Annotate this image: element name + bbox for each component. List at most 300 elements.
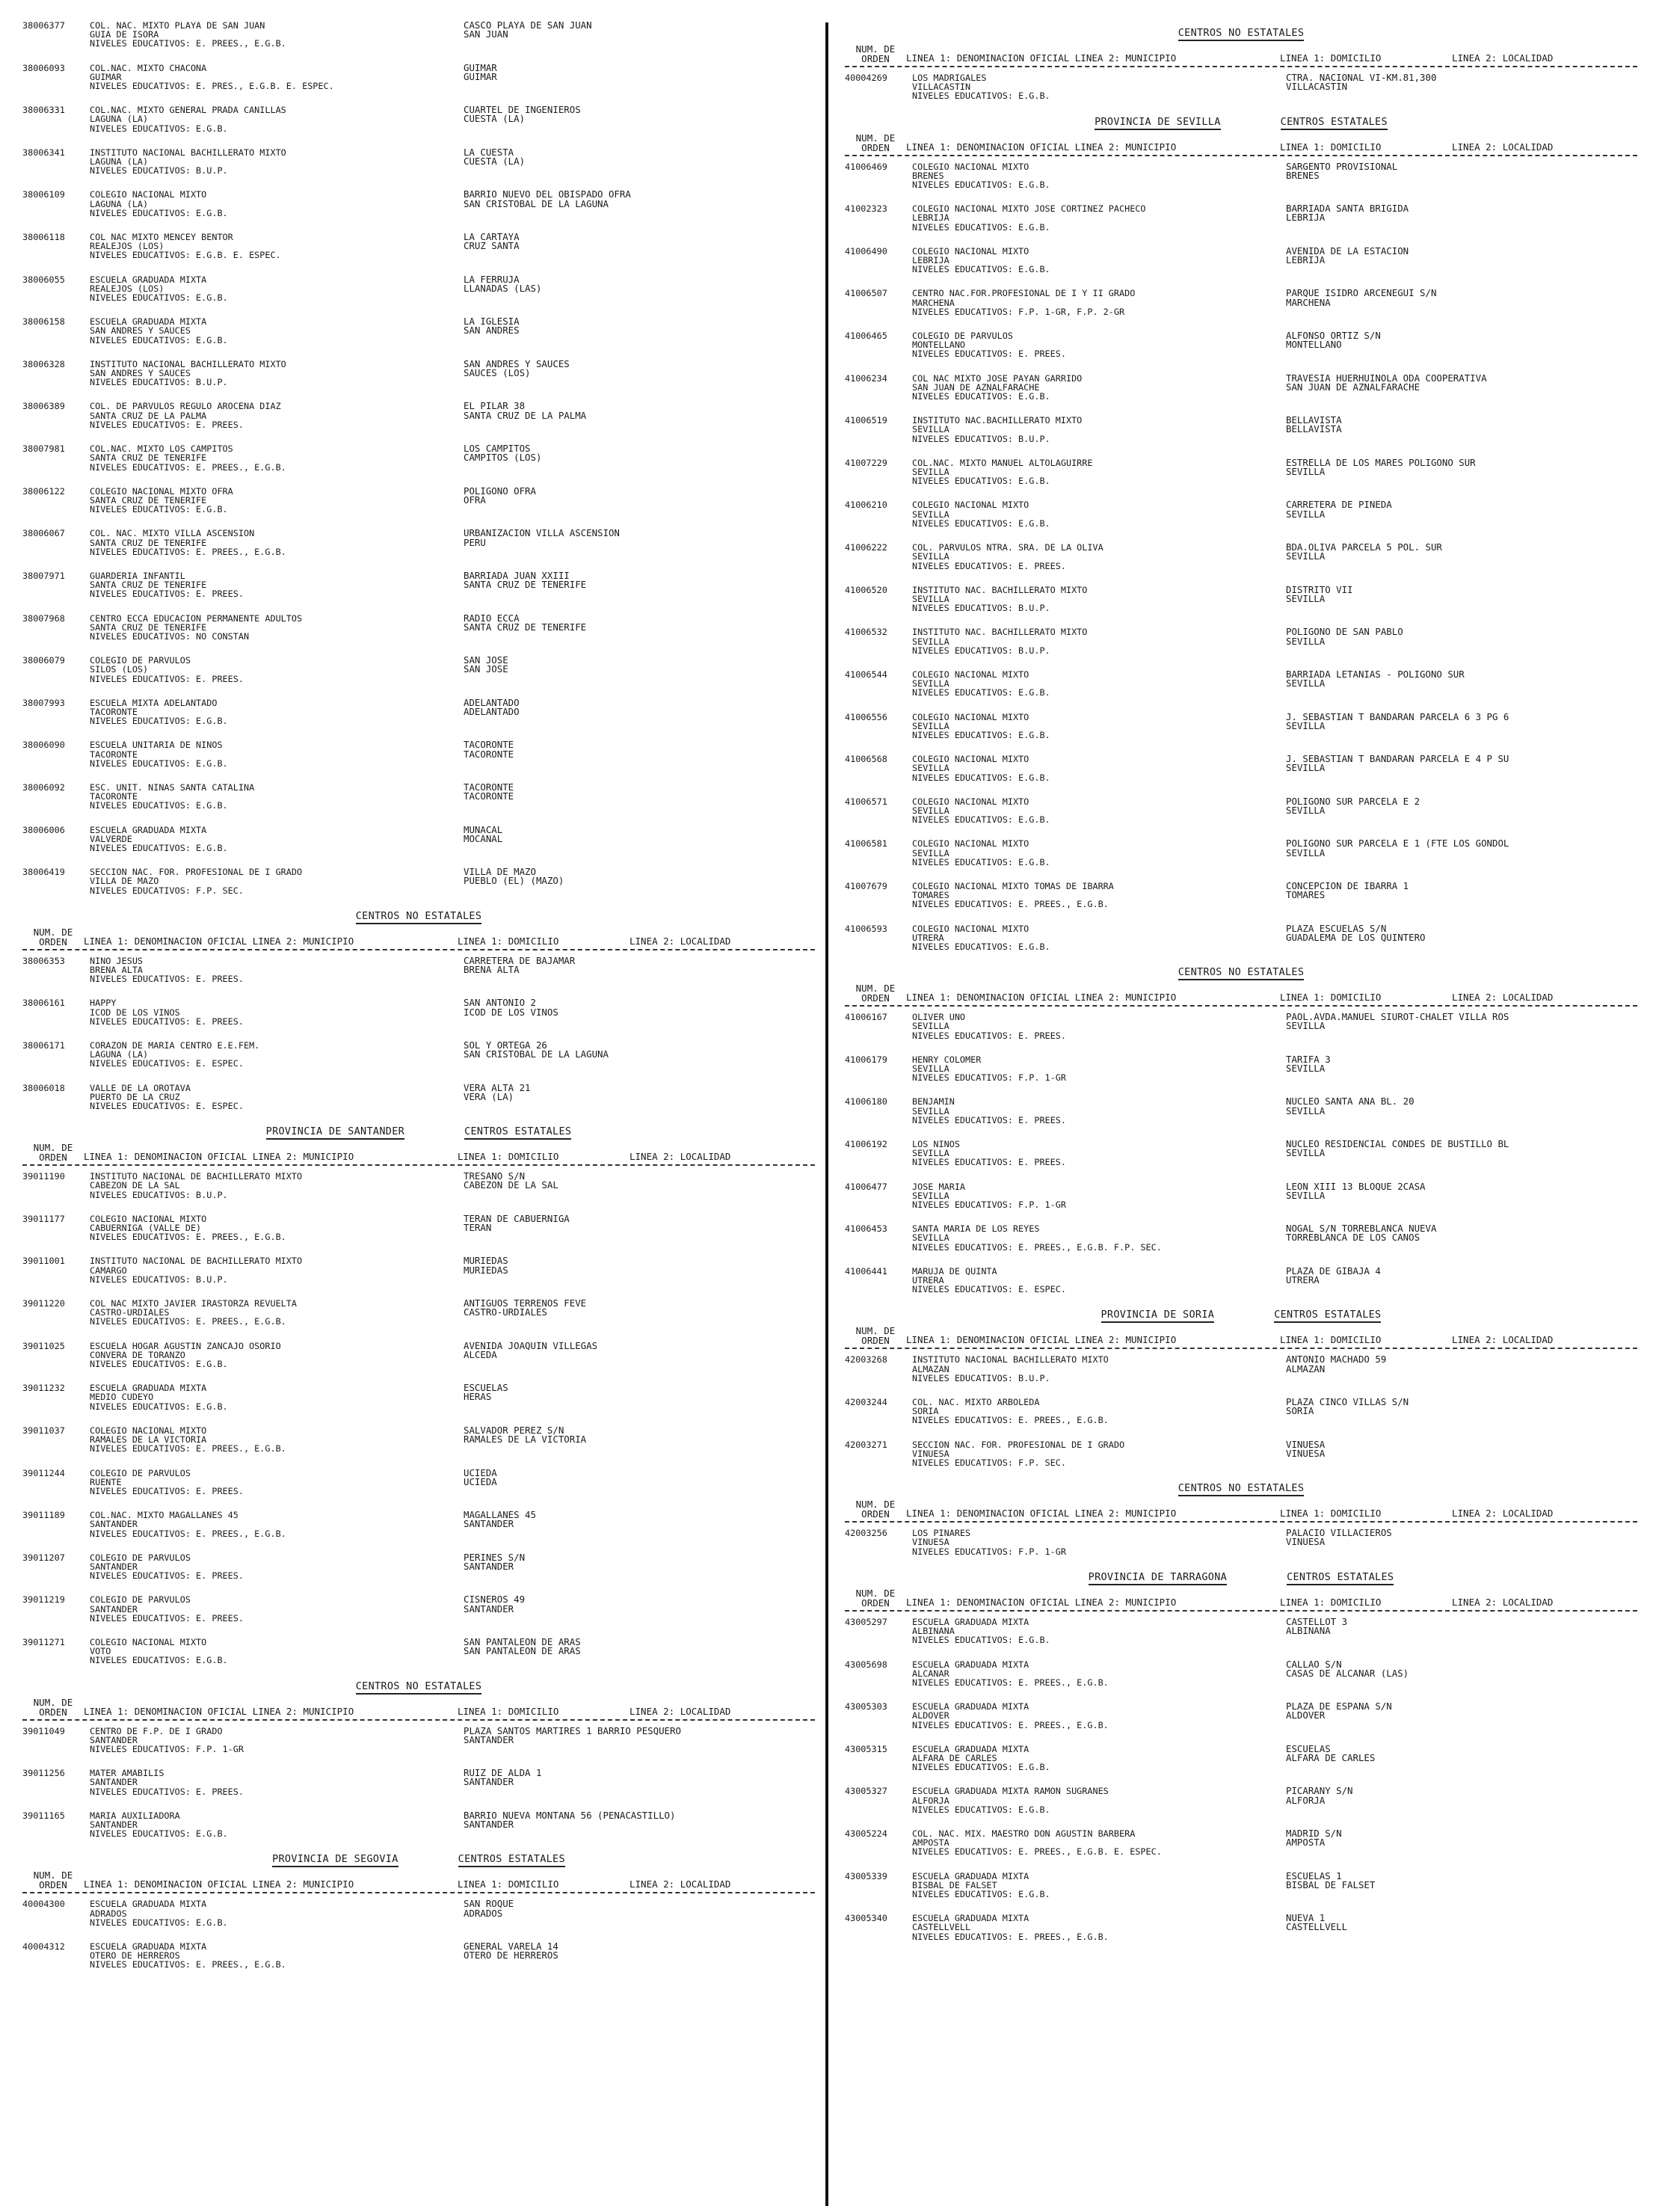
order-number: 38006377: [22, 20, 65, 31]
school-info: [912, 924, 1286, 952]
school-address: [1286, 1914, 1615, 1941]
address-line: PLAZA ESCUELAS S/N: [1286, 924, 1387, 933]
school-name: COLEGIO NACIONAL MIXTO JOSE CORTINEZ PACHECO: [912, 204, 1146, 214]
header-domicilio: LINEA 1: DOMICILIO: [458, 935, 559, 947]
school-entry: [845, 289, 1637, 316]
order-number: 40004312: [22, 1941, 65, 1952]
section-title: [845, 1482, 1637, 1496]
school-address: [1286, 247, 1615, 274]
school-name: CENTRO DE F.P. DE I GRADO: [90, 1726, 223, 1736]
municipality: ALCANAR: [912, 1668, 949, 1678]
school-info: [90, 956, 464, 984]
school-info: [912, 713, 1286, 740]
school-info: [90, 529, 464, 556]
address-line: BARRIO NUEVO DEL OBISPADO OFRA: [464, 190, 631, 200]
address-line: EL PILAR 38: [464, 402, 526, 411]
municipality: GUIA DE ISORA: [90, 30, 159, 40]
municipality: MONTELLANO: [912, 340, 966, 350]
address-line: LOS CAMPITOS: [464, 444, 531, 454]
address-line: SAN PANTALEON DE ARAS: [464, 1637, 581, 1647]
order-number: 41002323: [845, 203, 887, 215]
school-info: [90, 740, 464, 768]
school-name: CORAZON DE MARIA CENTRO E.E.FEM.: [90, 1041, 260, 1051]
school-address: [1286, 331, 1615, 359]
municipality: SEVILLA: [912, 509, 949, 519]
school-name: LOS MADRIGALES: [912, 73, 987, 83]
column-header: [22, 1698, 815, 1721]
locality: TACORONTE: [464, 749, 514, 759]
school-info: [912, 416, 1286, 443]
locality: SAN ANDRES: [464, 326, 520, 336]
header-localidad: LINEA 2: LOCALIDAD: [1452, 1508, 1554, 1520]
school-name: SECCION NAC. FOR. PROFESIONAL DE I GRADO: [912, 1440, 1125, 1449]
order-number: 39011220: [22, 1298, 65, 1309]
education-levels: NIVELES EDUCATIVOS: E. PREES.: [912, 561, 1066, 571]
header-num-orden: NUM. DE ORDEN: [855, 132, 896, 153]
header-domicilio: LINEA 1: DOMICILIO: [458, 1705, 559, 1717]
municipality: SEVILLA: [912, 805, 949, 816]
order-number: 38006018: [22, 1082, 65, 1093]
school-address: [1286, 627, 1615, 655]
address-line: BDA.OLIVA PARCELA 5 POL. SUR: [1286, 543, 1442, 553]
locality: BRENA ALTA: [464, 965, 520, 975]
school-entry: [845, 543, 1637, 571]
municipality: BRENES: [912, 170, 944, 181]
school-entry: [845, 1914, 1637, 1941]
school-address: [464, 1299, 792, 1327]
municipality: VILLACASTIN: [912, 82, 971, 92]
locality: MOCANAL: [464, 834, 503, 844]
locality: SANTANDER: [464, 1819, 514, 1830]
address-line: RADIO ECCA: [464, 613, 520, 623]
municipality: TACORONTE: [90, 749, 138, 759]
province-title: PROVINCIA DE SANTANDER: [266, 1125, 404, 1140]
school-info: [912, 1745, 1286, 1772]
header-denominacion: LINEA 1: DENOMINACION OFICIAL LINEA 2: MUNICIPIO: [906, 1596, 1177, 1608]
school-info: [90, 698, 464, 726]
school-address: [464, 1256, 792, 1284]
school-entry: [22, 698, 815, 726]
school-info: [912, 331, 1286, 359]
school-address: [464, 1041, 792, 1069]
municipality: SEVILLA: [912, 1149, 949, 1158]
school-name: COLEGIO DE PARVULOS: [90, 656, 191, 666]
school-info: [912, 1140, 1286, 1167]
school-name: INSTITUTO NACIONAL DE BACHILLERATO MIXTO: [90, 1172, 303, 1182]
municipality: LAGUNA (LA): [90, 157, 149, 167]
education-levels: NIVELES EDUCATIVOS: E.G.B.: [90, 843, 228, 853]
address-line: ESCUELAS: [464, 1383, 508, 1393]
school-info: [912, 289, 1286, 316]
school-address: [1286, 1140, 1615, 1167]
locality: SANTA CRUZ DE LA PALMA: [464, 411, 587, 420]
order-number: 39011001: [22, 1256, 65, 1267]
locality: SORIA: [1286, 1407, 1314, 1416]
school-info: [912, 670, 1286, 698]
column-header: [845, 133, 1637, 156]
order-number: 43005297: [845, 1616, 887, 1627]
order-number: 39011244: [22, 1467, 65, 1478]
school-entry: [22, 614, 815, 642]
address-line: BELLAVISTA: [1286, 416, 1342, 425]
school-address: [1286, 755, 1615, 782]
address-line: TACORONTE: [464, 782, 514, 793]
header-domicilio: LINEA 1: DOMICILIO: [458, 1878, 559, 1890]
school-entry: [22, 1811, 815, 1839]
school-address: [464, 571, 792, 599]
center-type-title: CENTROS NO ESTATALES: [1178, 1482, 1305, 1496]
school-name: COLEGIO DE PARVULOS: [90, 1468, 191, 1478]
school-entry: [22, 1638, 815, 1665]
school-info: [90, 64, 464, 91]
order-number: 42003256: [845, 1528, 887, 1539]
header-denominacion: LINEA 1: DENOMINACION OFICIAL LINEA 2: MUNICIPIO: [906, 1334, 1177, 1346]
education-levels: NIVELES EDUCATIVOS: F.P. 1-GR, F.P. 2-GR: [912, 307, 1125, 317]
address-line: ESCUELAS: [1286, 1744, 1331, 1754]
education-levels: NIVELES EDUCATIVOS: E.G.B.: [912, 857, 1050, 867]
municipality: CASTRO-URDIALES: [90, 1308, 170, 1318]
school-address: [1286, 204, 1615, 232]
school-name: COLEGIO NACIONAL MIXTO: [912, 669, 1029, 680]
school-name: MATER AMABILIS: [90, 1769, 164, 1778]
order-number: 41006441: [845, 1265, 887, 1276]
school-entry: [845, 797, 1637, 825]
education-levels: NIVELES EDUCATIVOS: E.G.B.: [912, 518, 1050, 529]
school-entry: [845, 1097, 1637, 1125]
education-levels: NIVELES EDUCATIVOS: E. PREES.: [90, 589, 244, 599]
municipality: OTERO DE HERREROS: [90, 1951, 180, 1961]
school-name: COL NAC MIXTO JAVIER IRASTORZA REVUELTA: [90, 1299, 297, 1309]
education-levels: NIVELES EDUCATIVOS: E.G.B.: [912, 772, 1050, 782]
order-number: 41006179: [845, 1054, 887, 1065]
address-line: NUCLEO RESIDENCIAL CONDES DE BUSTILLO BL: [1286, 1140, 1509, 1149]
address-line: POLIGONO SUR PARCELA E 2: [1286, 796, 1420, 806]
municipality: TOMARES: [912, 891, 949, 900]
school-name: ESC. UNIT. NINAS SANTA CATALINA: [90, 782, 255, 793]
school-address: [464, 360, 792, 387]
locality: CABEZON DE LA SAL: [464, 1181, 558, 1191]
province-title: PROVINCIA DE SORIA: [1101, 1309, 1215, 1323]
school-address: [1286, 924, 1615, 952]
municipality: SANTA CRUZ DE TENERIFE: [90, 495, 207, 506]
header-denominacion: LINEA 1: DENOMINACION OFICIAL LINEA 2: MUNICIPIO: [906, 52, 1177, 64]
order-number: 38006093: [22, 62, 65, 73]
address-line: PICARANY S/N: [1286, 1787, 1353, 1796]
school-name: ESCUELA UNITARIA DE NINOS: [90, 740, 223, 750]
school-address: [1286, 543, 1615, 571]
education-levels: NIVELES EDUCATIVOS: E. PRES., E.G.B. E. ESPEC.: [90, 82, 334, 91]
locality: SEVILLA: [1286, 848, 1326, 858]
address-line: LA CUESTA: [464, 147, 514, 158]
education-levels: NIVELES EDUCATIVOS: E.G.B.: [912, 392, 1050, 402]
header-num-orden: NUM. DE ORDEN: [33, 1142, 73, 1164]
school-name: ESCUELA GRADUADA MIXTA: [912, 1702, 1029, 1712]
address-line: TARIFA 3: [1286, 1054, 1331, 1064]
school-name: ESCUELA GRADUADA MIXTA: [912, 1617, 1029, 1627]
municipality: PUERTO DE LA CRUZ: [90, 1092, 180, 1102]
school-name: COLEGIO NACIONAL MIXTO: [90, 190, 207, 200]
header-domicilio: LINEA 1: DOMICILIO: [1280, 1508, 1382, 1520]
address-line: SAN ANDRES Y SAUCES: [464, 359, 570, 369]
school-info: [912, 1529, 1286, 1556]
school-address: [1286, 586, 1615, 613]
school-info: [90, 656, 464, 683]
locality: VERA (LA): [464, 1092, 514, 1102]
address-line: CONCEPCION DE IBARRA 1: [1286, 881, 1409, 891]
municipality: SEVILLA: [912, 721, 949, 731]
order-number: 39011177: [22, 1213, 65, 1224]
school-info: [90, 190, 464, 218]
education-levels: NIVELES EDUCATIVOS: E.G.B.: [912, 941, 1050, 952]
locality: MARCHENA: [1286, 298, 1331, 307]
municipality: SANTANDER: [90, 1735, 138, 1745]
order-number: 42003268: [845, 1354, 887, 1365]
section-title: [22, 1125, 815, 1140]
center-type-title: CENTROS ESTATALES: [1274, 1309, 1381, 1323]
school-info: [912, 1224, 1286, 1252]
school-entry: [22, 1769, 815, 1796]
school-entry: [845, 1055, 1637, 1083]
municipality: UTRERA: [912, 933, 944, 942]
municipality: LAGUNA (LA): [90, 114, 149, 124]
order-number: 38006067: [22, 528, 65, 539]
address-line: MADRID S/N: [1286, 1828, 1342, 1839]
section-block: [845, 27, 1637, 101]
school-address: [464, 614, 792, 642]
school-entry: [845, 204, 1637, 232]
order-number: 43005340: [845, 1913, 887, 1924]
school-info: [90, 1041, 464, 1069]
locality: VINUESA: [1286, 1448, 1326, 1459]
municipality: ALDOVER: [912, 1711, 949, 1721]
school-name: COLEGIO NACIONAL MIXTO: [912, 500, 1029, 510]
school-address: [464, 656, 792, 683]
school-address: [464, 529, 792, 556]
school-entry: [845, 162, 1637, 190]
school-name: COL.NAC. MIXTO CHACONA: [90, 63, 207, 73]
address-line: NOGAL S/N TORREBLANCA NUEVA: [1286, 1224, 1437, 1234]
address-line: CASCO PLAYA DE SAN JUAN: [464, 21, 592, 31]
school-name: COL.NAC. MIXTO GENERAL PRADA CANILLAS: [90, 105, 286, 115]
school-address: [1286, 882, 1615, 909]
order-number: 39011232: [22, 1383, 65, 1394]
school-address: [464, 233, 792, 260]
order-number: 41006556: [845, 711, 887, 722]
school-address: [1286, 1182, 1615, 1210]
school-info: [90, 1769, 464, 1796]
school-address: [464, 487, 792, 514]
school-name: NINO JESUS: [90, 956, 144, 965]
locality: SEVILLA: [1286, 1149, 1326, 1158]
address-line: BARRIO NUEVA MONTANA 56 (PENACASTILLO): [464, 1810, 676, 1820]
order-number: 39011037: [22, 1425, 65, 1436]
school-address: [464, 998, 792, 1026]
municipality: VALVERDE: [90, 834, 132, 844]
locality: CASTELLVELL: [1286, 1923, 1348, 1932]
school-name: COLEGIO NACIONAL MIXTO: [912, 839, 1029, 849]
address-line: MURIEDAS: [464, 1256, 508, 1266]
education-levels: NIVELES EDUCATIVOS: E.G.B.: [90, 335, 228, 345]
locality: SANTANDER: [464, 1604, 514, 1614]
school-name: INSTITUTO NACIONAL BACHILLERATO MIXTO: [90, 147, 286, 158]
school-address: [464, 1172, 792, 1199]
school-name: HENRY COLOMER: [912, 1054, 982, 1064]
locality: BELLAVISTA: [1286, 425, 1342, 434]
school-name: VALLE DE LA OROTAVA: [90, 1083, 191, 1093]
order-number: 38007968: [22, 612, 65, 624]
school-entry: [845, 1267, 1637, 1294]
education-levels: NIVELES EDUCATIVOS: E.G.B.: [912, 180, 1050, 190]
locality: ALFARA DE CARLES: [1286, 1753, 1376, 1763]
education-levels: NIVELES EDUCATIVOS: E.G.B.: [90, 1656, 228, 1665]
order-number: 38006055: [22, 274, 65, 285]
school-entry: [22, 1214, 815, 1242]
order-number: 39011207: [22, 1552, 65, 1563]
education-levels: NIVELES EDUCATIVOS: E. PREES.: [912, 1030, 1066, 1040]
education-levels: NIVELES EDUCATIVOS: E.G.B.: [90, 1917, 228, 1927]
municipality: SORIA: [912, 1407, 939, 1416]
school-name: COLEGIO NACIONAL MIXTO: [90, 1214, 207, 1224]
school-address: [1286, 416, 1615, 443]
municipality: SANTA CRUZ DE TENERIFE: [90, 622, 207, 632]
locality: MURIEDAS: [464, 1265, 508, 1275]
order-number: 42003271: [845, 1439, 887, 1450]
school-name: ESCUELA GRADUADA MIXTA: [90, 1383, 207, 1393]
school-info: [90, 1811, 464, 1839]
locality: SANTANDER: [464, 1735, 514, 1745]
order-number: 41006167: [845, 1012, 887, 1023]
locality: SANTANDER: [464, 1520, 514, 1529]
education-levels: NIVELES EDUCATIVOS: E. PREES., E.G.B.: [90, 547, 286, 556]
locality: SEVILLA: [1286, 467, 1326, 477]
school-entry: [845, 1745, 1637, 1772]
education-levels: NIVELES EDUCATIVOS: E. PREES.: [912, 1115, 1066, 1125]
order-number: 38006341: [22, 147, 65, 158]
school-name: INSTITUTO NACIONAL BACHILLERATO MIXTO: [90, 359, 286, 369]
school-name: ESCUELA GRADUADA MIXTA RAMON SUGRANES: [912, 1787, 1109, 1796]
municipality: SEVILLA: [912, 764, 949, 773]
locality: CUESTA (LA): [464, 114, 526, 124]
school-address: [1286, 1440, 1615, 1468]
locality: VILLACASTIN: [1286, 82, 1348, 92]
locality: LLANADAS (LAS): [464, 283, 542, 294]
school-address: [464, 21, 792, 49]
header-num-orden: NUM. DE ORDEN: [33, 1696, 73, 1718]
municipality: SEVILLA: [912, 1233, 949, 1243]
order-number: 38006006: [22, 824, 65, 835]
education-levels: NIVELES EDUCATIVOS: E. ESPEC.: [90, 1059, 244, 1069]
education-levels: NIVELES EDUCATIVOS: E. PREES., E.G.B.: [90, 1317, 286, 1327]
school-name: COLEGIO DE PARVULOS: [912, 331, 1013, 341]
address-line: TACORONTE: [464, 740, 514, 750]
address-line: MAGALLANES 45: [464, 1511, 536, 1520]
education-levels: NIVELES EDUCATIVOS: E.G.B.: [912, 730, 1050, 740]
school-entry: [22, 1727, 815, 1754]
locality: SEVILLA: [1286, 1021, 1326, 1031]
school-info: [90, 1899, 464, 1927]
school-info: [90, 1256, 464, 1284]
address-line: TRAVESIA HUERHUINOLA ODA COOPERATIVA: [1286, 373, 1487, 383]
school-name: COLEGIO NACIONAL MIXTO: [90, 1637, 207, 1647]
municipality: LEBRIJA: [912, 256, 949, 265]
school-address: [1286, 670, 1615, 698]
municipality: SAN JUAN DE AZNALFARACHE: [912, 382, 1040, 393]
school-info: [912, 1914, 1286, 1941]
school-entry: [22, 1256, 815, 1284]
address-line: PLAZA DE GIBAJA 4: [1286, 1266, 1381, 1276]
school-entry: [22, 487, 815, 514]
locality: SEVILLA: [1286, 509, 1326, 519]
school-entry: [845, 1182, 1637, 1210]
school-entry: [845, 1224, 1637, 1252]
municipality: SAN ANDRES Y SAUCES: [90, 369, 191, 378]
school-name: OLIVER UNO: [912, 1013, 966, 1022]
school-address: [1286, 1355, 1615, 1383]
address-line: ALFONSO ORTIZ S/N: [1286, 331, 1381, 341]
locality: CASAS DE ALCANAR (LAS): [1286, 1668, 1409, 1678]
school-entry: [845, 1440, 1637, 1468]
header-denominacion: LINEA 1: DENOMINACION OFICIAL LINEA 2: MUNICIPIO: [84, 1151, 354, 1163]
school-entry: [845, 331, 1637, 359]
locality: SEVILLA: [1286, 764, 1326, 773]
locality: SEVILLA: [1286, 721, 1326, 731]
school-info: [90, 233, 464, 260]
order-number: 41006234: [845, 372, 887, 384]
education-levels: NIVELES EDUCATIVOS: E. PREES., E.G.B.: [90, 462, 286, 472]
school-address: [464, 1595, 792, 1623]
school-address: [1286, 1398, 1615, 1425]
education-levels: NIVELES EDUCATIVOS: E. PREES., E.G.B.: [90, 1529, 286, 1538]
school-info: [90, 614, 464, 642]
header-num-orden: NUM. DE ORDEN: [33, 1870, 73, 1891]
locality: SEVILLA: [1286, 679, 1326, 689]
municipality: LEBRIJA: [912, 213, 949, 223]
order-number: 38006171: [22, 1040, 65, 1051]
center-type-title: CENTROS ESTATALES: [464, 1125, 571, 1140]
locality: VINUESA: [1286, 1537, 1326, 1547]
header-num-orden: NUM. DE ORDEN: [855, 1499, 896, 1520]
address-line: LEON XIII 13 BLOQUE 2CASA: [1286, 1182, 1426, 1191]
school-address: [464, 956, 792, 984]
section-title: [845, 116, 1637, 130]
education-levels: NIVELES EDUCATIVOS: E. PREES.: [90, 1571, 244, 1581]
school-name: COL.NAC. MIXTO LOS CAMPITOS: [90, 444, 233, 454]
school-address: [1286, 1872, 1615, 1899]
school-info: [912, 755, 1286, 782]
locality: LEBRIJA: [1286, 213, 1326, 223]
school-name: ESCUELA GRADUADA MIXTA: [90, 274, 207, 284]
education-levels: NIVELES EDUCATIVOS: B.U.P.: [912, 1373, 1050, 1383]
address-line: SOL Y ORTEGA 26: [464, 1041, 547, 1051]
header-domicilio: LINEA 1: DOMICILIO: [458, 1151, 559, 1163]
locality: SEVILLA: [1286, 805, 1326, 816]
education-levels: NIVELES EDUCATIVOS: E. PREES.: [912, 1158, 1066, 1167]
address-line: PLAZA DE ESPANA S/N: [1286, 1702, 1392, 1712]
school-info: [90, 998, 464, 1026]
school-info: [90, 1727, 464, 1754]
education-levels: NIVELES EDUCATIVOS: E. PREES.: [90, 1787, 244, 1796]
locality: GUADALEMA DE LOS QUINTERO: [1286, 933, 1426, 942]
order-number: 41006507: [845, 288, 887, 299]
order-number: 41006465: [845, 331, 887, 342]
address-line: VINUESA: [1286, 1440, 1326, 1449]
header-denominacion: LINEA 1: DENOMINACION OFICIAL LINEA 2: MUNICIPIO: [906, 992, 1177, 1004]
school-entry: [22, 444, 815, 472]
address-line: VERA ALTA 21: [464, 1083, 531, 1093]
header-denominacion: LINEA 1: DENOMINACION OFICIAL LINEA 2: MUNICIPIO: [84, 1705, 354, 1717]
school-name: COL.NAC. MIXTO MANUEL ALTOLAGUIRRE: [912, 458, 1093, 468]
school-info: [912, 1182, 1286, 1210]
